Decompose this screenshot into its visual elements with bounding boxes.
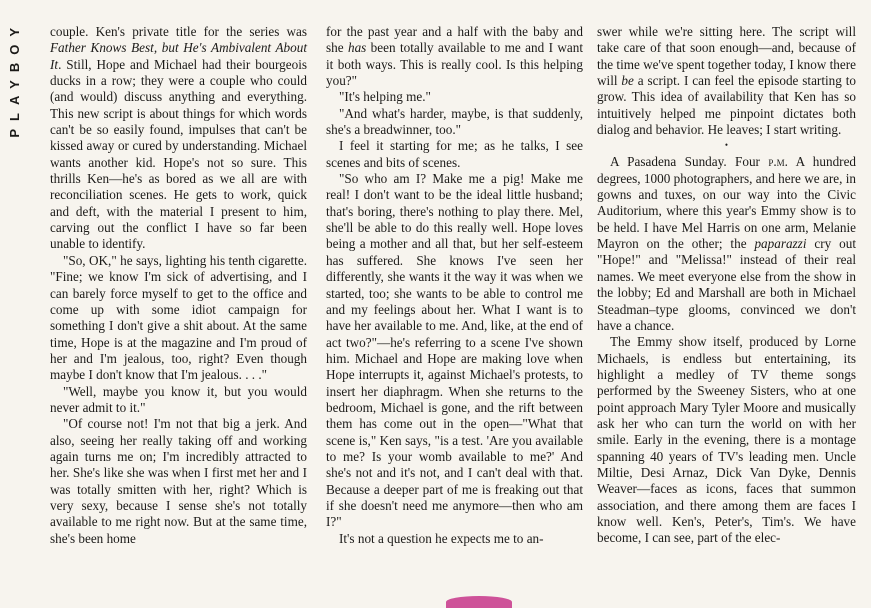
text-run: Father Knows Best, but He's Ambivalent About It <box>50 40 307 72</box>
article-paragraph <box>326 531 583 547</box>
article-paragraph <box>326 171 583 531</box>
text-run: for the past year and a half with the baby and she <box>326 24 583 56</box>
text-run: swer while we're sitting here. The script will take care of that soon enough—and, because of the time we've spent together today, I know there will <box>597 24 856 89</box>
text-run: I feel it starting for me; as he talks, I see scenes and bits of scenes. <box>326 138 583 170</box>
article-paragraph <box>50 384 307 417</box>
text-run: a script. I can feel the episode starting to grow. This idea of availability that Ken has so intuitively helped me pinpoint dictates both dialog and behavior. He leaves; I start writing. <box>597 73 856 138</box>
article-paragraph <box>326 89 583 105</box>
article-paragraph <box>597 24 856 138</box>
text-run: paparazzi <box>754 236 807 252</box>
text-run: couple. Ken's private title for the series was <box>50 24 307 39</box>
text-run: "So who am I? Make me a pig! Make me real! I don't want to be the ideal little husband; that's boring, there's nothing to play there. Mel, she'll be able to do this really well. Hope loves being a mother and all that, but her self-esteem has suffered. She knows I've seen her differently, she wants it the way it was when we started, too; she wants to be able to control me and my feelings about her. What I want is to have her available to me. And, like, at the end of act two?"—he's referring to a scene I've shown him. Michael and Hope are making love when Hope interrupts it, against Michael's protests, to insert her diaphragm. When she returns to the bedroom, Michael is gone, and the rift between them has come out in the open—"What that scene is," Ken says, "is a test. 'Are you available to me? Is your womb available to me?' And she's not and it's not, and I can't deal with that. Because a deeper part of me is freaking out that if she doesn't need me anymore—then who am I?" <box>326 171 583 530</box>
article-paragraph <box>597 154 856 334</box>
text-run: A hundred degrees, 1000 photographers, and here we are, in gowns and tuxes, on our way into the Civic Auditorium, where this year's Emmy show is to be held. I have Mel Harris on one arm, Melanie Mayron on the other; the <box>597 154 857 252</box>
text-run: "And what's harder, maybe, is that suddenly, she's a breadwinner, too." <box>326 105 583 138</box>
text-run: has <box>347 40 367 56</box>
article-paragraph <box>326 138 583 171</box>
photo-edge-decoration <box>446 596 512 608</box>
article-column-3 <box>597 24 856 547</box>
article-column-2 <box>326 24 583 547</box>
article-paragraph <box>326 24 583 89</box>
article-paragraph <box>50 416 307 547</box>
text-run: "Of course not! I'm not that big a jerk. And also, seeing her really taking off and working again turns me on; I'm incredibly attracted to her. She's like she was when I first met her and I was totally smitten with her, right? Which is very sexy, because I sense she's not totally available to me right now. But at the same time, she's been home <box>50 416 307 546</box>
text-run: "It's helping me." <box>339 89 431 105</box>
text-run: been totally available to me and I want it both ways. This is really cool. Is this helping you?" <box>326 40 583 89</box>
text-run: "Well, maybe you know it, but you would never admit to it." <box>50 383 307 415</box>
text-run: cry out "Hope!" and "Melissa!" instead of their real names. We meet everyone else from the show in the lobby; Ed and Marshall are both in Michael Steadman–type glooms, convinced we don't have a chance. <box>597 236 856 333</box>
text-run: p.m. <box>768 154 788 170</box>
article-paragraph <box>50 24 307 253</box>
text-run: be <box>621 73 634 89</box>
section-divider: • <box>724 140 729 151</box>
magazine-side-label: PLAYBOY <box>6 20 22 138</box>
text-run: It's not a question he expects me to an- <box>339 530 544 546</box>
article-column-1 <box>50 24 307 547</box>
text-run: The Emmy show itself, produced by Lorne Michaels, is endless but entertaining, its highlight a medley of TV theme songs performed by the Sweeney Sisters, who at one point approach Mary Tyler Moore and musically ask her who can turn the world on with her smile. Early in the evening, there is a montage spanning 40 years of TV's leading men. Uncle Miltie, Desi Arnaz, Dick Van Dyke, Dennis Weaver—faces as icons, faces that summon association, and there among them are faces I know well. Ken's, Peter's, Tim's. We have become, I can see, part of the elec- <box>597 334 856 546</box>
article-paragraph <box>50 253 307 384</box>
text-run: . Still, Hope and Michael had their bourgeois ducks in a row; they were a couple who could (and would) discuss anything and everything. This new script is about things for which words can't be so easily found, impulses that can't be kissed away or cured by understanding. Michael wants another kid. Hope's not so sure. This thrills Ken—he's as bored as we all are with reconciliation scenes. He gets to work, quick and deft, with the material I present to him, carving out the conflict I have so far been unable to identify. <box>50 56 307 252</box>
article-paragraph <box>326 106 583 139</box>
article-paragraph <box>597 334 856 546</box>
text-run: "So, OK," he says, lighting his tenth cigarette. "Fine; we know I'm sick of advertising, and I can barely force myself to get to the office and come up with some idiot campaign for something I don't give a shit about. At the same time, Hope is at the magazine and I'm proud of her and I'm jealous, too, right? Even though maybe I don't know that I'm jealous. . . ." <box>50 252 307 383</box>
text-run: A Pasadena Sunday. Four <box>610 154 769 170</box>
